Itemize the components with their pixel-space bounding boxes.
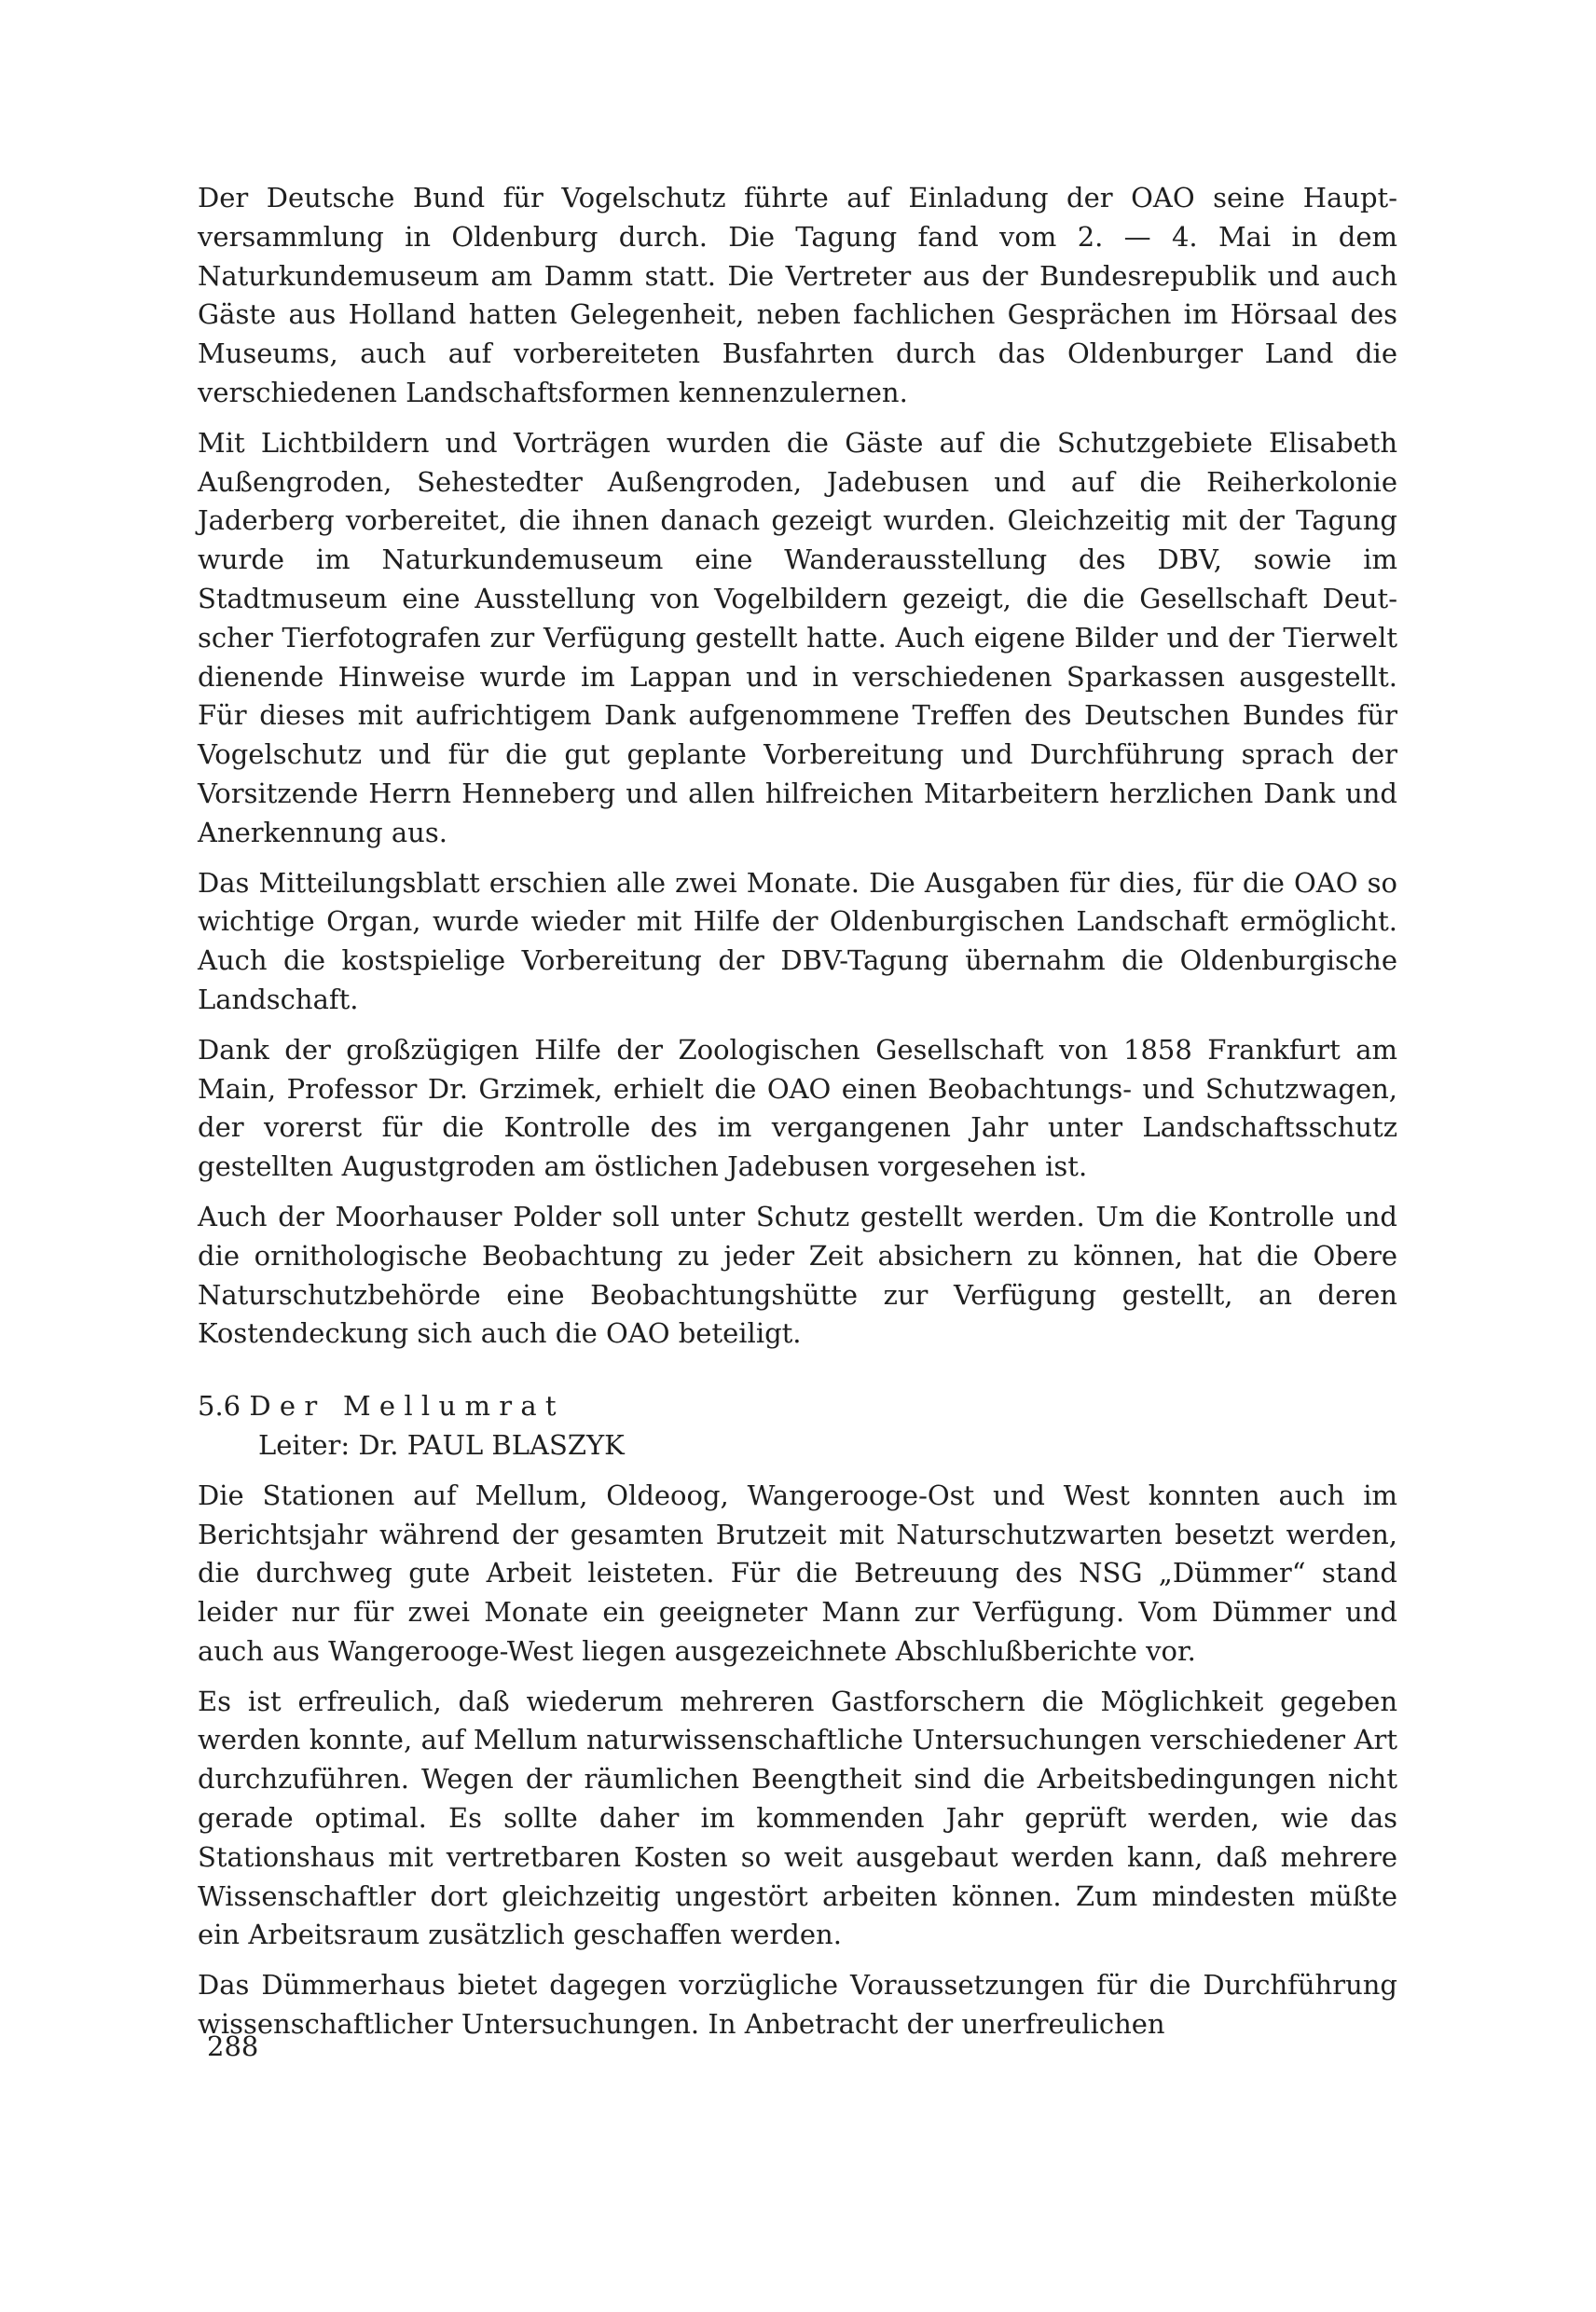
paragraph: Der Deutsche Bund für Vogelschutz führte auf Einladung der OAO seine Hauptversammlung in Oldenburg durch. Die Tagung fand vom 2. — 4. Mai in dem Naturkundemuseum am Damm statt. Die Vertreter aus der Bundesrepublik und auch Gäste aus Holland hatten Gelegenheit, neben fachlichen Gesprächen im Hörsaal des Museums, auch auf vorbereiteten Busfahrten durch das Oldenburger Land die verschiedenen Landschaftsformen kennenzulernen. (198, 182, 1397, 408)
paragraph: Mit Lichtbildern und Vorträgen wurden die Gäste auf die Schutzgebiete Elisabeth Außengroden, Sehestedter Außengroden, Jadebusen und auf die Reiherkolonie Jaderberg vorbereitet, die ihnen danach gezeigt wurden. Gleichzeitig mit der Tagung wurde im Naturkundemuseum eine Wanderausstellung des DBV, sowie im Stadtmuseum eine Ausstellung von Vogelbildern gezeigt, die die Gesellschaft Deutscher Tierfotografen zur Verfügung gestellt hatte. Auch eigene Bilder und der Tierwelt dienende Hinweise wurde im Lappan und in verschiedenen Sparkassen ausgestellt. Für dieses mit aufrichtigem Dank aufgenommene Treffen des Deutschen Bundes für Vogelschutz und für die gut geplante Vorbereitung und Durchführung sprach der Vorsitzende Herrn Henneberg und allen hilfreichen Mitarbeitern herzlichen Dank und Anerkennung aus. (198, 426, 1397, 848)
paragraph: Auch der Moorhauser Polder soll unter Schutz gestellt werden. Um die Kontrolle und die ornithologische Beobachtung zu jeder Zeit absichern zu können, hat die Obere Naturschutzbehörde eine Beobachtungshütte zur Verfügung gestellt, an deren Kostendeckung sich auch die OAO beteiligt. (198, 1200, 1397, 1350)
section-name: Der Mellumrat (249, 1390, 565, 1423)
page-number: 288 (207, 2030, 259, 2062)
section-title (198, 1387, 1397, 1426)
page-body (198, 179, 1397, 2056)
paragraph: Es ist erfreulich, daß wiederum mehreren Gastforschern die Möglichkeit gegeben werden konnte, auf Mellum naturwissenschaftliche Untersuchungen verschiedener Art durchzuführen. Wegen der räumlichen Beengtheit sind die Arbeitsbedingungen nicht gerade optimal. Es sollte daher im kommenden Jahr geprüft werden, wie das Stationshaus mit vertretbaren Kosten so weit ausgebaut werden kann, daß mehrere Wissenschaftler dort gleichzeitig ungestört arbeiten können. Zum mindesten müßte ein Arbeitsraum zusätzlich geschaffen werden. (198, 1685, 1397, 1951)
paragraph: Das Dümmerhaus bietet dagegen vorzügliche Voraussetzungen für die Durchführung wissenschaftlicher Untersuchungen. In Anbetracht der unerfreulichen (198, 1969, 1397, 2041)
paragraph: Das Mitteilungsblatt erschien alle zwei Monate. Die Ausgaben für dies, für die OAO so wichtige Organ, wurde wieder mit Hilfe der Oldenburgischen Landschaft ermöglicht. Auch die kostspielige Vorbereitung der DBV-Tagung übernahm die Oldenburgische Landschaft. (198, 866, 1397, 1015)
section-number: 5.6 (198, 1390, 241, 1423)
section-heading (198, 1387, 1397, 1466)
paragraph: Die Stationen auf Mellum, Oldeoog, Wangerooge-Ost und West konnten auch im Berichtsjahr während der gesamten Brutzeit mit Naturschutzwarten besetzt werden, die durchweg gute Arbeit leisteten. Für die Betreuung des NSG „Dümmer“ stand leider nur für zwei Monate ein geeigneter Mann zur Verfügung. Vom Dümmer und auch aus Wangerooge-West liegen ausgezeichnete Abschlußberichte vor. (198, 1479, 1397, 1667)
section-leader: Leiter: Dr. PAUL BLASZYK (258, 1428, 625, 1461)
paragraph: Dank der großzügigen Hilfe der Zoologischen Gesellschaft von 1858 Frankfurt am Main, Professor Dr. Grzimek, erhielt die OAO einen Beobachtungs- und Schutzwagen, der vorerst für die Kontrolle des im vergangenen Jahr unter Landschaftsschutz gestellten Augustgroden am östlichen Jadebusen vorgesehen ist. (198, 1033, 1397, 1183)
